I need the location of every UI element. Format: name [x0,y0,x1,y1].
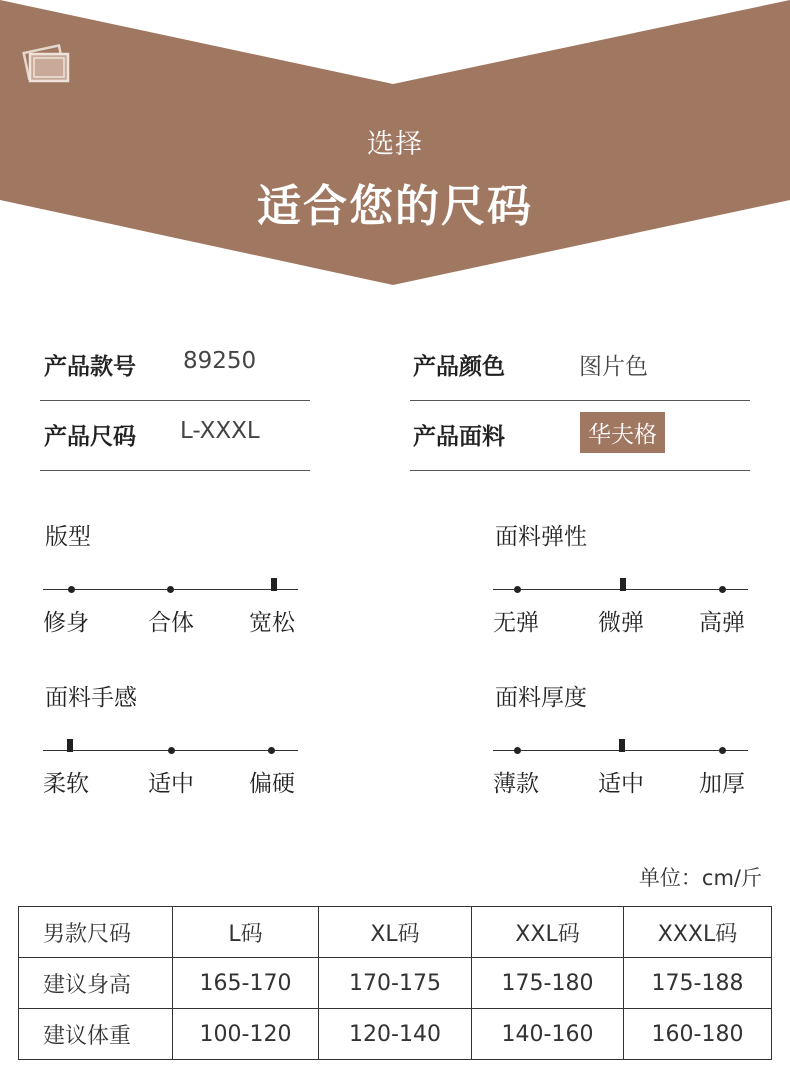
table-cell: 175-180 [472,958,624,1009]
table-cell: 165-170 [173,958,319,1009]
scale-fit-option: 宽松 [249,610,295,636]
info-row-fabric [410,400,750,471]
photo-stack-icon [22,40,72,85]
scale-elasticity-dot [514,586,521,593]
table-cell: 120-140 [319,1009,472,1060]
table-cell: 建议身高 [19,958,173,1009]
table-row [19,958,772,1009]
scale-handfeel-option: 适中 [148,771,194,797]
table-cell: 建议体重 [19,1009,173,1060]
scale-elasticity-option: 无弹 [493,610,539,636]
scale-thickness [493,679,748,809]
size-table-header-row [19,907,772,958]
style-no-label: 产品款号 [44,354,136,380]
scale-thickness-option: 加厚 [699,771,745,797]
scale-fit-dot [167,586,174,593]
table-cell: 男款尺码 [19,907,173,958]
scale-thickness-option: 薄款 [493,771,539,797]
table-cell: 175-188 [624,958,772,1009]
size-label: 产品尺码 [44,424,136,450]
scale-handfeel-dot [168,747,175,754]
scale-fit-title: 版型 [45,524,91,550]
scale-handfeel [43,679,298,809]
scale-fit-dot [68,586,75,593]
color-value: 图片色 [579,354,648,380]
unit-label: 单位：cm/斤 [638,866,762,890]
banner [0,0,790,290]
table-cell: 170-175 [319,958,472,1009]
banner-subtitle: 选择 [367,129,423,160]
scale-fit-selected-marker [271,578,277,591]
scale-elasticity-option: 高弹 [699,610,745,636]
fabric-label: 产品面料 [413,424,505,450]
scale-thickness-dot [719,747,726,754]
scale-fit-option: 修身 [43,610,89,636]
scale-handfeel-selected-marker [67,739,73,752]
info-row-size [40,400,310,471]
scale-handfeel-option: 柔软 [43,771,89,797]
style-no-value: 89250 [183,348,257,374]
table-cell: 100-120 [173,1009,319,1060]
table-cell: 140-160 [472,1009,624,1060]
scale-handfeel-option: 偏硬 [249,771,295,797]
size-table [18,906,772,1060]
scale-handfeel-title: 面料手感 [45,685,137,711]
table-cell: 160-180 [624,1009,772,1060]
scale-elasticity-selected-marker [620,578,626,591]
size-value: L-XXXL [180,418,260,444]
color-label: 产品颜色 [413,354,505,380]
table-cell: L码 [173,907,319,958]
scale-elasticity-dot [719,586,726,593]
table-cell: XXXL码 [624,907,772,958]
scale-fit [43,518,298,648]
banner-title: 适合您的尺码 [257,181,533,232]
scale-handfeel-dot [268,747,275,754]
scale-thickness-dot [514,747,521,754]
table-row [19,1009,772,1060]
scale-fit-option: 合体 [148,610,194,636]
table-cell: XXL码 [472,907,624,958]
scale-elasticity-title: 面料弹性 [495,524,587,550]
table-cell: XL码 [319,907,472,958]
scale-elasticity-option: 微弹 [598,610,644,636]
scale-thickness-selected-marker [619,739,625,752]
info-row-color [410,330,750,401]
scale-thickness-option: 适中 [598,771,644,797]
scale-thickness-title: 面料厚度 [495,685,587,711]
info-row-style-no [40,330,310,401]
scale-elasticity [493,518,748,648]
fabric-value-badge: 华夫格 [580,412,665,453]
